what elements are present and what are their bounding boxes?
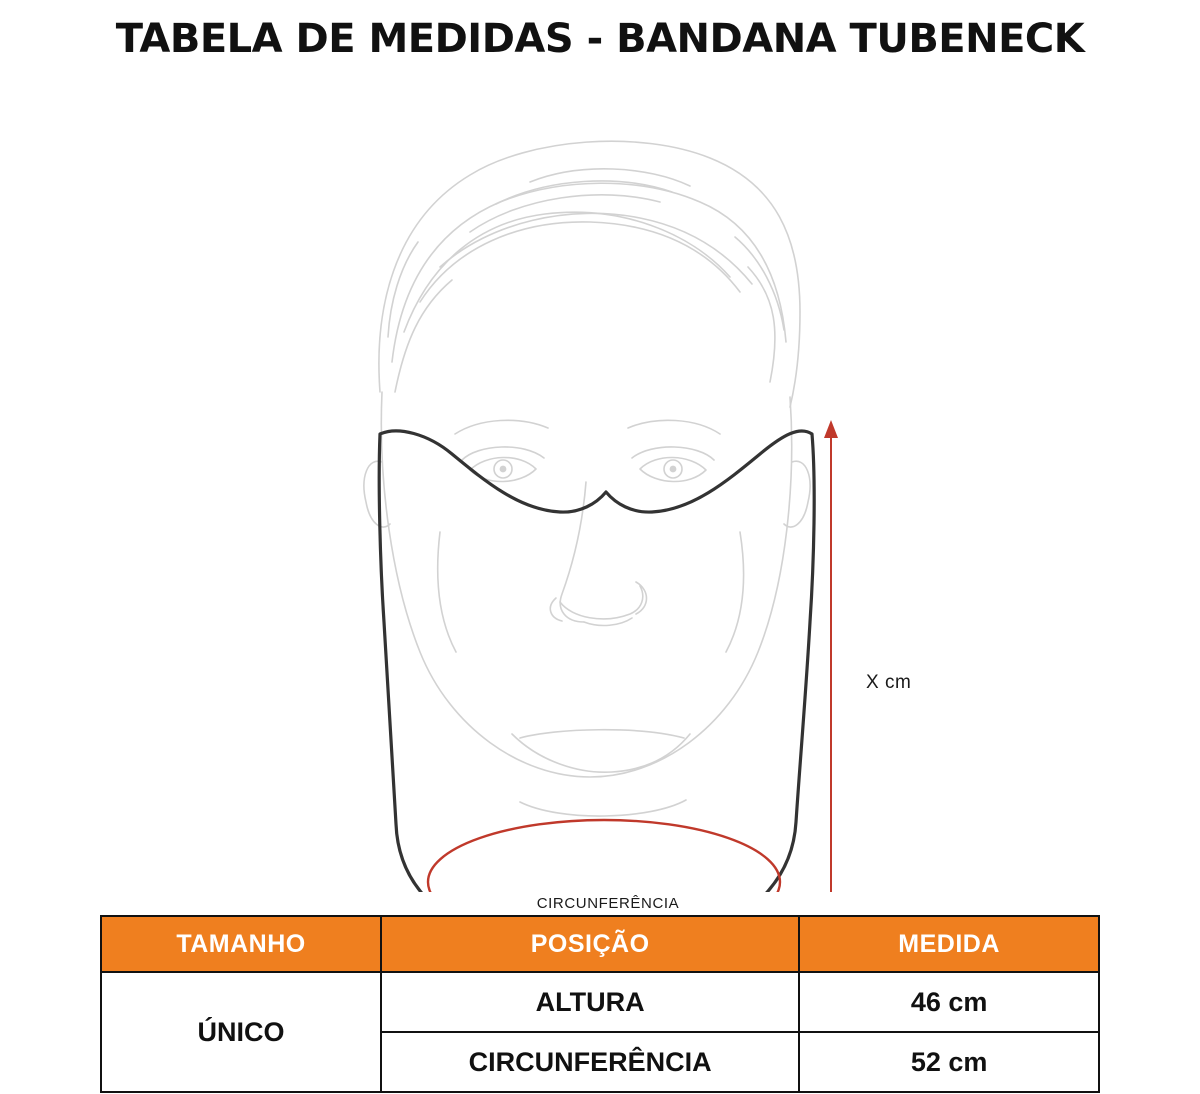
cell-position-circunferencia: CIRCUNFERÊNCIA — [381, 1032, 799, 1092]
cell-size-unico: ÚNICO — [101, 972, 381, 1092]
cell-measure-altura: 46 cm — [799, 972, 1099, 1032]
cell-position-altura: ALTURA — [381, 972, 799, 1032]
page-title: TABELA DE MEDIDAS - BANDANA TUBENECK — [115, 16, 1085, 62]
circumference-ellipse — [428, 820, 780, 892]
header-medida: MEDIDA — [799, 916, 1099, 972]
height-dimension-label: X cm — [866, 672, 912, 693]
header-posicao: POSIÇÃO — [381, 916, 799, 972]
height-dimension-arrow — [824, 420, 838, 892]
measurements-table — [100, 915, 1100, 1093]
header-tamanho: TAMANHO — [101, 916, 381, 972]
table-row — [101, 972, 1099, 1032]
head-and-bandana-illustration — [0, 62, 1200, 892]
table-body — [101, 972, 1099, 1092]
head-guide-lines — [364, 141, 810, 816]
bandana-outline — [379, 431, 814, 892]
measurement-diagram — [0, 62, 1200, 912]
circumference-label-text: CIRCUNFERÊNCIA — [536, 895, 680, 912]
table-header — [101, 916, 1099, 972]
cell-measure-circunferencia: 52 cm — [799, 1032, 1099, 1092]
table-header-row — [101, 916, 1099, 972]
